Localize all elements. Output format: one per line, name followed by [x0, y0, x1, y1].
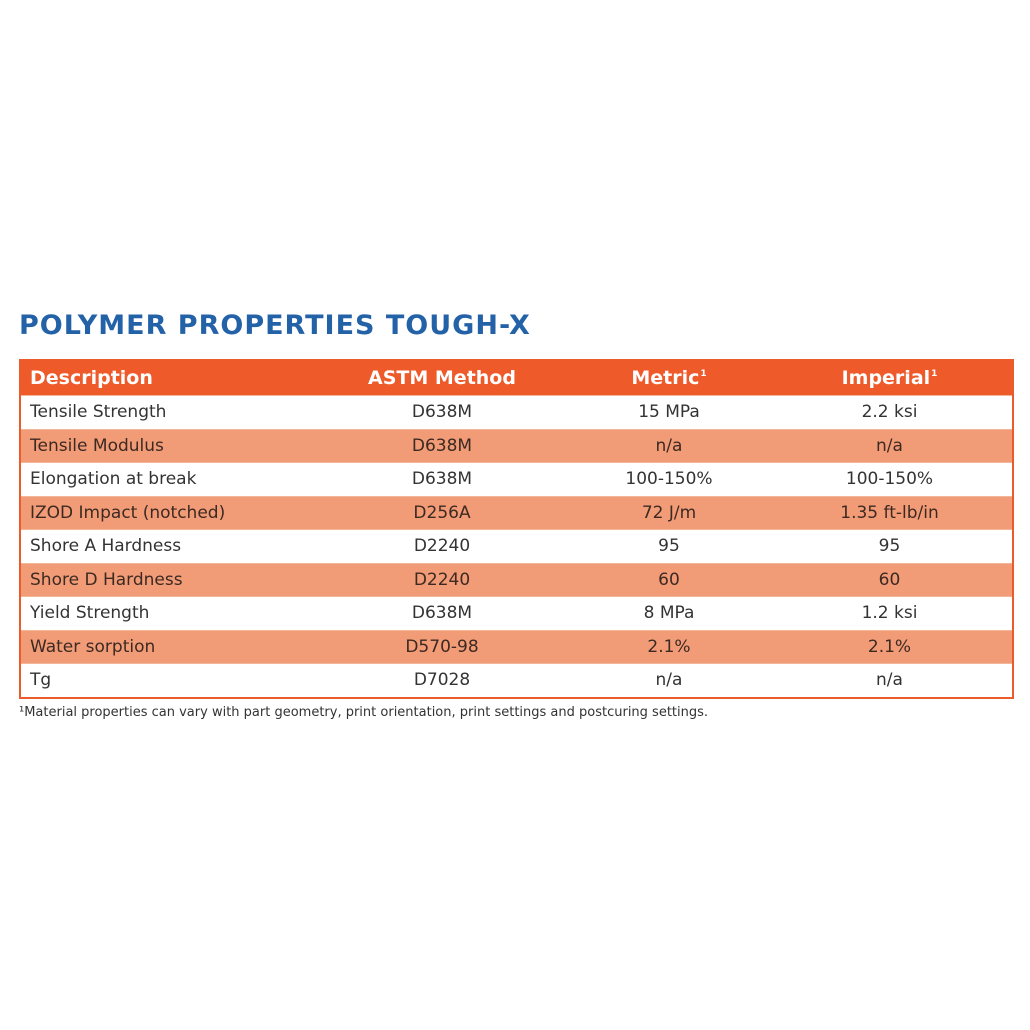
cell-imperial: n/a: [767, 664, 1012, 697]
cell-metric: 8 MPa: [571, 597, 767, 631]
cell-imperial: n/a: [767, 429, 1012, 463]
header-astm-method: [313, 361, 571, 396]
properties-table-grid: [21, 361, 1012, 697]
table-row: [21, 664, 1012, 697]
table-row: [21, 463, 1012, 497]
cell-metric: 100-150%: [571, 463, 767, 497]
table-row: [21, 563, 1012, 597]
cell-imperial: 60: [767, 563, 1012, 597]
cell-description: IZOD Impact (notched): [21, 496, 313, 530]
cell-astm: D2240: [313, 563, 571, 597]
header-metric-label: Metric: [631, 367, 700, 389]
header-metric-footnote-mark: 1: [700, 369, 707, 379]
header-astm-label: ASTM Method: [368, 367, 516, 389]
cell-description: Yield Strength: [21, 597, 313, 631]
header-metric: [571, 361, 767, 396]
cell-astm: D570-98: [313, 630, 571, 664]
table-row: [21, 429, 1012, 463]
cell-description: Shore A Hardness: [21, 530, 313, 564]
cell-description: Water sorption: [21, 630, 313, 664]
header-imperial: [767, 361, 1012, 396]
table-row: [21, 530, 1012, 564]
cell-imperial: 95: [767, 530, 1012, 564]
cell-metric: 60: [571, 563, 767, 597]
cell-astm: D638M: [313, 396, 571, 430]
table-row: [21, 630, 1012, 664]
cell-description: Shore D Hardness: [21, 563, 313, 597]
cell-metric: n/a: [571, 664, 767, 697]
cell-description: Elongation at break: [21, 463, 313, 497]
header-imperial-footnote-mark: 1: [931, 369, 938, 379]
page-title: POLYMER PROPERTIES TOUGH-X: [19, 310, 531, 341]
cell-metric: 15 MPa: [571, 396, 767, 430]
header-imperial-label: Imperial: [841, 367, 931, 389]
table-header-row: [21, 361, 1012, 396]
cell-imperial: 2.1%: [767, 630, 1012, 664]
cell-astm: D638M: [313, 597, 571, 631]
table-row: [21, 496, 1012, 530]
cell-metric: 72 J/m: [571, 496, 767, 530]
header-description: [21, 361, 313, 396]
cell-astm: D7028: [313, 664, 571, 697]
cell-astm: D638M: [313, 463, 571, 497]
cell-metric: 2.1%: [571, 630, 767, 664]
footnote: ¹Material properties can vary with part geometry, print orientation, print settings and postcuring settings.: [19, 705, 709, 720]
cell-metric: 95: [571, 530, 767, 564]
cell-description: Tensile Strength: [21, 396, 313, 430]
cell-imperial: 1.2 ksi: [767, 597, 1012, 631]
cell-astm: D256A: [313, 496, 571, 530]
cell-metric: n/a: [571, 429, 767, 463]
cell-imperial: 100-150%: [767, 463, 1012, 497]
table-row: [21, 396, 1012, 430]
cell-imperial: 1.35 ft-lb/in: [767, 496, 1012, 530]
cell-astm: D638M: [313, 429, 571, 463]
cell-imperial: 2.2 ksi: [767, 396, 1012, 430]
cell-description: Tg: [21, 664, 313, 697]
table-row: [21, 597, 1012, 631]
cell-astm: D2240: [313, 530, 571, 564]
properties-table: [19, 359, 1014, 699]
header-description-label: Description: [30, 367, 153, 389]
cell-description: Tensile Modulus: [21, 429, 313, 463]
